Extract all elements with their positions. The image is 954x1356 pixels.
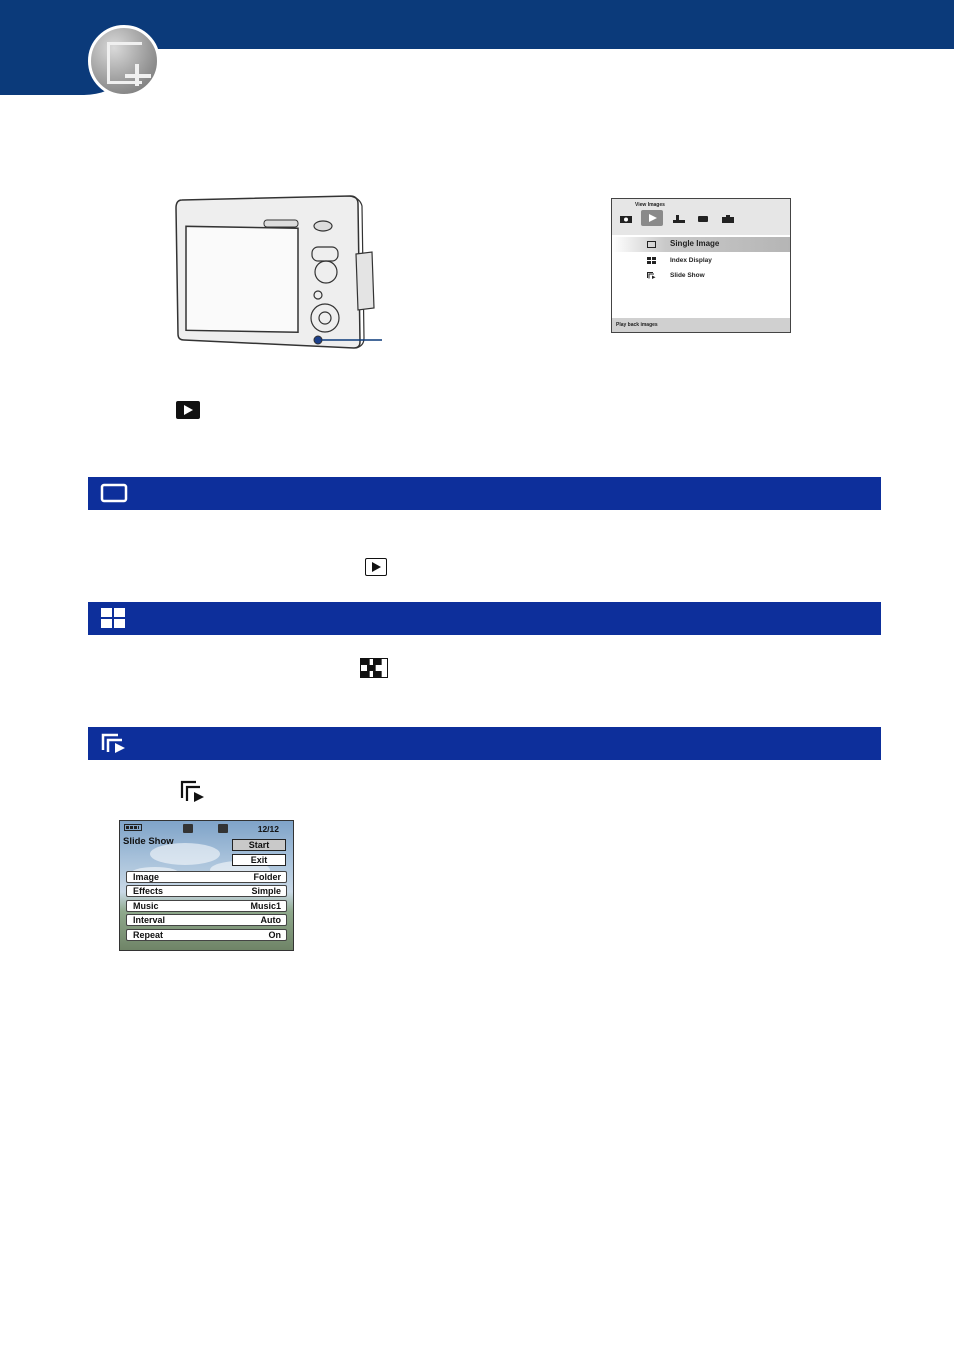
slide-show-lcd-screen — [119, 820, 294, 951]
camera-icon — [620, 215, 632, 223]
setting-value: On — [268, 930, 281, 940]
single-image-icon — [647, 241, 656, 248]
index-display-icon — [100, 607, 128, 629]
setting-value: Music1 — [250, 901, 281, 911]
memory-icon — [218, 824, 228, 833]
zoom-index-icon — [360, 658, 388, 678]
menu-item-index-display[interactable] — [612, 253, 790, 268]
setting-row-image[interactable] — [126, 871, 287, 883]
single-image-icon — [100, 482, 128, 504]
toolbox-icon — [722, 215, 734, 223]
setting-row-repeat[interactable] — [126, 929, 287, 941]
play-icon[interactable] — [641, 210, 663, 226]
section-bar-index-display — [88, 602, 881, 635]
menu-item-single-image[interactable] — [612, 237, 790, 252]
memory-card-icon — [697, 215, 709, 223]
setting-value: Folder — [253, 872, 281, 882]
setting-key: Repeat — [133, 930, 164, 940]
setting-value: Auto — [260, 915, 281, 925]
image-size-icon — [183, 824, 193, 833]
start-button[interactable]: Start — [232, 839, 286, 851]
section-bar-slide-show — [88, 727, 881, 760]
setting-row-interval[interactable] — [126, 914, 287, 926]
exit-button[interactable]: Exit — [232, 854, 286, 866]
playback-button-icon — [365, 558, 387, 576]
battery-icon — [124, 824, 142, 831]
setting-key: Music — [133, 901, 159, 911]
setting-key: Effects — [133, 886, 164, 896]
menu-item-label: Single Image — [670, 239, 720, 248]
menu-item-label: Slide Show — [670, 272, 705, 279]
setting-row-music[interactable] — [126, 900, 287, 912]
playback-button-icon — [176, 401, 200, 419]
print-icon — [673, 215, 685, 223]
setting-row-effects[interactable] — [126, 885, 287, 897]
menu-item-slide-show[interactable] — [612, 268, 790, 283]
setting-key: Image — [133, 872, 160, 882]
playback-chapter-icon — [88, 25, 160, 97]
camera-illustration — [168, 192, 388, 352]
menu-item-label: Index Display — [670, 257, 712, 264]
setting-key: Interval — [133, 915, 166, 925]
section-bar-single-image — [88, 477, 881, 510]
image-counter: 12/12 — [257, 824, 279, 834]
slide-show-title: Slide Show — [123, 836, 174, 847]
menu-footer: Play back images — [612, 318, 790, 332]
slide-show-icon — [647, 272, 656, 279]
setting-value: Simple — [251, 886, 281, 896]
index-display-icon — [647, 257, 656, 264]
menu-title: View Images — [635, 202, 665, 208]
slide-show-icon — [180, 780, 206, 804]
slide-show-icon — [100, 732, 128, 754]
view-images-menu-screen — [611, 198, 791, 333]
